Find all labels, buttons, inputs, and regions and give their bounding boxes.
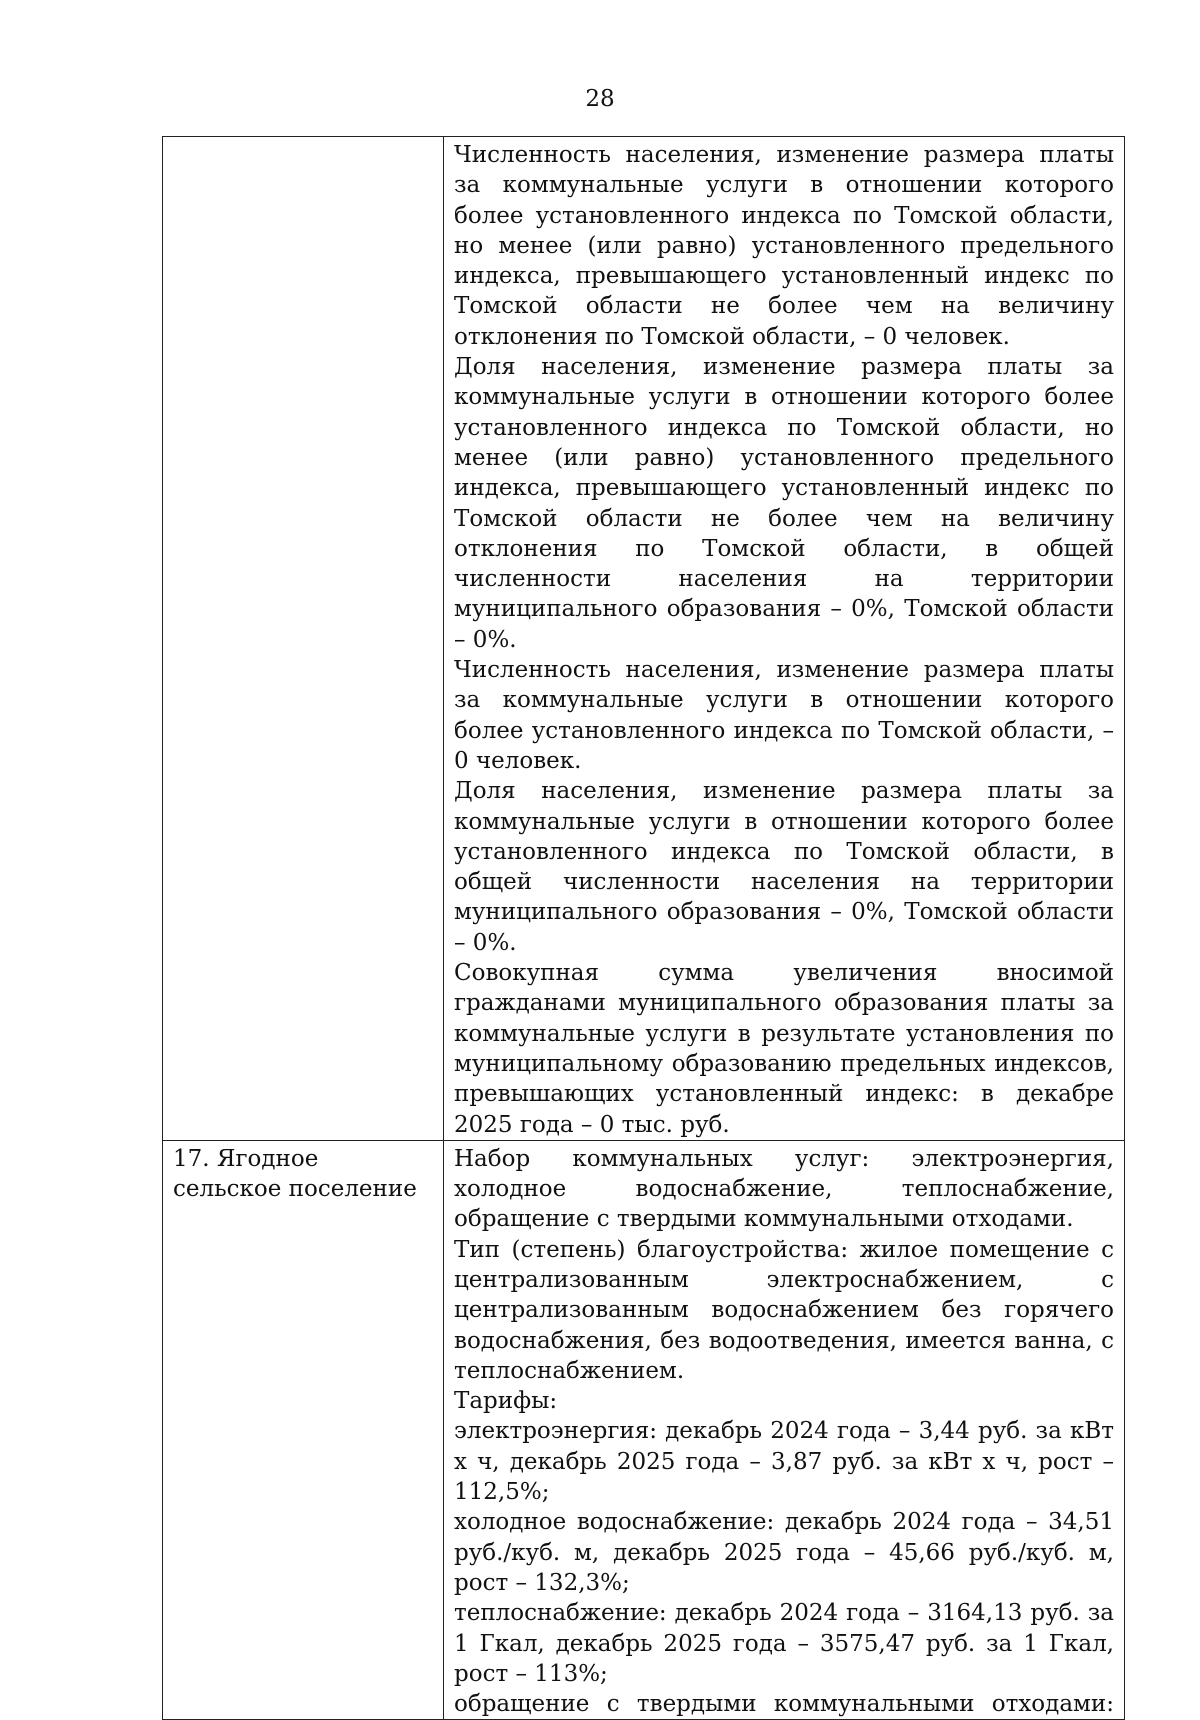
details-cell — [444, 1140, 1125, 1720]
paragraph: Численность населения, изменение размера платы за коммунальные услуги в отношении которого более установленного индекса по Томской области, – 0 человек. — [454, 657, 1114, 774]
paragraph: Доля населения, изменение размера платы за коммунальные услуги в отношении которого более установленного индекса по Томской области, но менее (или равно) установленного предельного индекса, превышающего установленный индекс по Томской области не более чем на величину отклонения по Томской области, в общей численности населения на территории муниципального образования – 0%, Томской области – 0%. — [454, 354, 1114, 653]
paragraph: Тип (степень) благоустройства: жилое помещение с централизованным электроснабжением, с централизованным водоснабжением без горячего водоснабжения, без водоотведения, имеется ванна, с теплоснабжением. — [454, 1236, 1114, 1384]
table-row — [163, 1140, 1125, 1720]
table-row — [163, 137, 1125, 1141]
paragraph: Численность населения, изменение размера платы за коммунальные услуги в отношении которого более установленного индекса по Томской области, но менее (или равно) установленного предельного индекса, превышающего установленный индекс по Томской области не более чем на величину отклонения по Томской области, – 0 человек. — [454, 142, 1114, 350]
paragraph: Совокупная сумма увеличения вносимой гражданами муниципального образования платы за коммунальные услуги в результате установления по муниципальному образованию предельных индексов, превышающих установленный индекс: в декабре 2025 года – 0 тыс. руб. — [454, 960, 1114, 1138]
paragraph: электроэнергия: декабрь 2024 года – 3,44 руб. за кВт х ч, декабрь 2025 года – 3,87 руб. за кВт х ч, рост – 112,5%; — [454, 1418, 1114, 1506]
page-number: 28 — [585, 86, 615, 112]
paragraph: Набор коммунальных услуг: электроэнергия, холодное водоснабжение, теплоснабжение, обращение с твердыми коммунальными отходами. — [454, 1145, 1114, 1233]
indicators-table — [162, 136, 1125, 1720]
details-cell — [444, 137, 1125, 1141]
municipality-cell — [163, 137, 444, 1141]
paragraph: теплоснабжение: декабрь 2024 года – 3164,13 руб. за 1 Гкал, декабрь 2025 года – 3575,47 руб. за 1 Гкал, рост – 113%; — [454, 1600, 1114, 1687]
paragraph: Тарифы: — [454, 1388, 558, 1415]
municipality-cell: 17. Ягодное сельское поселение — [163, 1140, 444, 1720]
paragraph: холодное водоснабжение: декабрь 2024 года – 34,51 руб./куб. м, декабрь 2025 года – 45,66 руб./куб. м, рост – 132,3%; — [454, 1509, 1114, 1596]
paragraph: Доля населения, изменение размера платы за коммунальные услуги в отношении которого более установленного индекса по Томской области, в общей численности населения на территории муниципального образования – 0%, Томской области – 0%. — [454, 778, 1114, 956]
paragraph: обращение с твердыми коммунальными отходами: — [454, 1691, 1114, 1718]
